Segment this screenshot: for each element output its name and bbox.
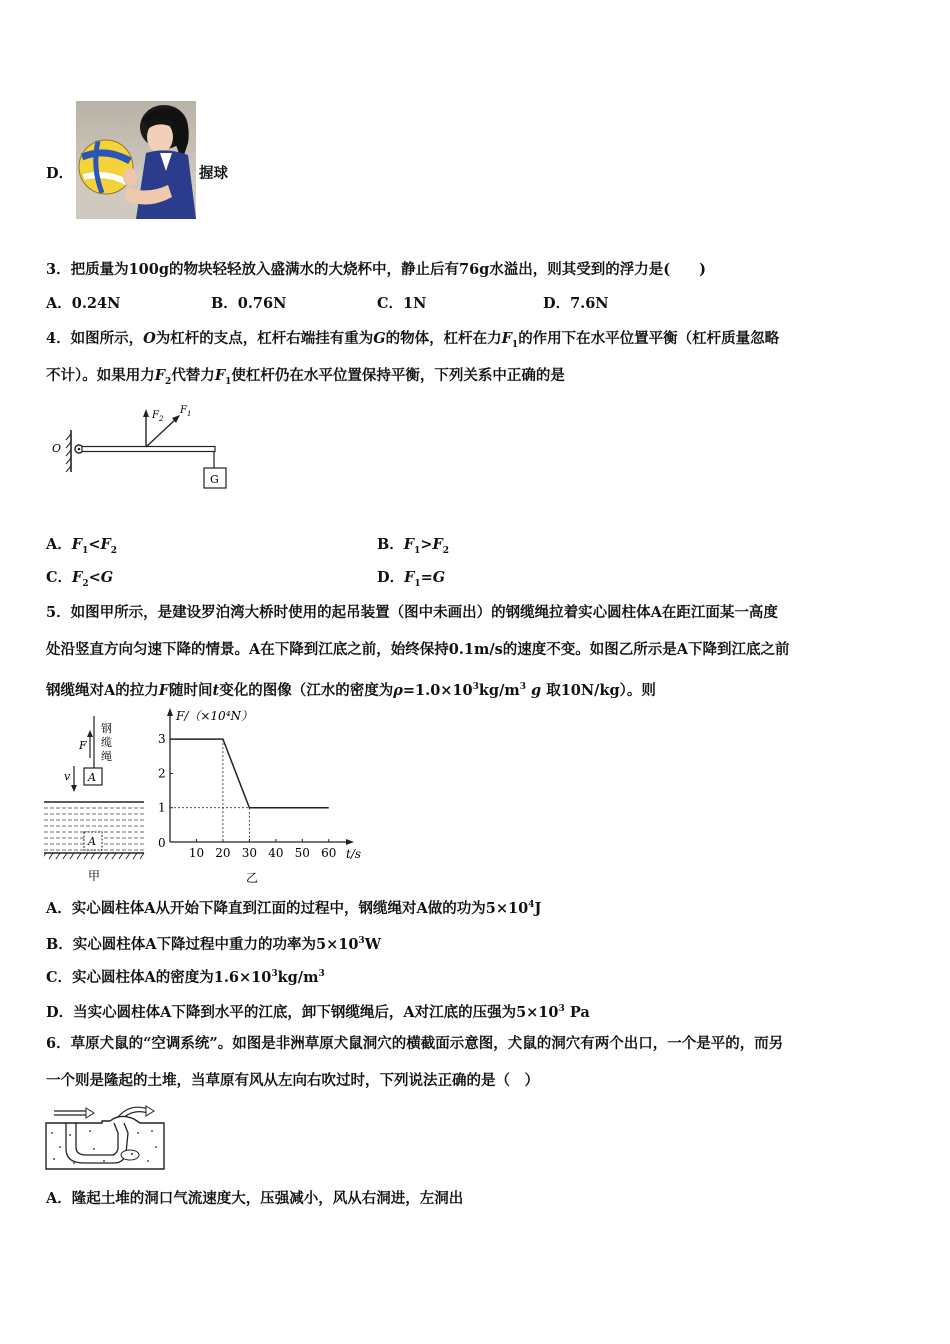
force-f-label: F [79,739,87,752]
crane-diagram-jia [44,712,154,884]
prairie-dog-burrow-diagram [44,1103,166,1173]
q3-option-b: B．0.76N [211,295,287,312]
y-axis-label: F/（×10⁴N） [176,709,254,723]
q4-option-b: B．$F_1>F_2$ [377,536,450,556]
q5-stem-line1: 5．如图甲所示，是建设罗泊湾大桥时使用的起吊装置（图中未画出）的钢缆绳拉着实心圆柱体A在距江面某一高度 [46,604,778,621]
x-axis-label: t/s [346,847,362,861]
x-tick-label: 60 [321,846,337,860]
q3-option-a: A．0.24N [46,295,121,312]
lever-diagram [46,400,236,496]
block-a-label: A [88,771,96,784]
q3-option-d: D．7.6N [543,295,609,312]
q2-option-d-caption: 握球 [199,165,228,182]
q3-option-c: C．1N [377,295,427,312]
q5-option-d: D．当实心圆柱体A下降到水平的江底，卸下钢缆绳后，A对江底的压强为$5\times 10^3$ Pa [46,1003,590,1021]
x-tick-label: 40 [268,846,284,860]
q6-stem-line1: 6．草原犬鼠的“空调系统”。如图是非洲草原犬鼠洞穴的横截面示意图，犬鼠的洞穴有两个出口，一个是平的，而另 [46,1035,784,1052]
q6-option-a: A．隆起土堆的洞口气流速度大，压强减小，风从右洞进，左洞出 [46,1190,464,1207]
q6-stem-line2: 一个则是隆起的土堆，当草原有风从左向右吹过时，下列说法正确的是（ ） [46,1072,539,1089]
rope-label-2: 缆 [101,736,112,749]
f2-label: $F_2$ [152,410,164,423]
force-time-chart [152,702,367,886]
x-tick-label: 20 [215,846,231,860]
q2-option-d-label: D． [46,165,74,182]
q4-stem-line2: 不计）。如果用力$F_2$代替力$F_1$使杠杆仍在水平位置保持平衡，下列关系中正确的是 [46,367,565,387]
x-tick-label: 30 [241,846,258,860]
volleyball-photo [76,101,196,219]
force-series-line [170,739,329,808]
x-tick-label: 10 [188,846,205,860]
q5-stem-line2: 处沿竖直方向匀速下降的情景。A在下降到江底之前，始终保持0.1m/s的速度不变。如图乙所示是A下降到江底之前 [46,641,790,658]
q5-option-a: A．实心圆柱体A从开始下降直到江面的过程中，钢缆绳对A做的功为$5\times 10^4J$ [46,899,542,917]
velocity-v-label: v [64,770,71,783]
weight-g-label: G [210,473,219,486]
y-tick-label: 1 [158,800,166,815]
q4-option-c: C．$F_2<G$ [46,569,114,589]
x-axis-arrow [346,839,354,845]
chart-caption-yi: 乙 [246,871,259,885]
rope-label-1: 钢 [101,722,112,735]
figure-jia-caption: 甲 [88,869,101,883]
q3-stem: 3．把质量为100g的物块轻轻放入盛满水的大烧杯中，静止后有76g水溢出，则其受到的浮力是( ) [46,261,707,278]
q5-stem-line3: 钢缆绳对A的拉力F随时间t变化的图像（江水的密度为$\rho=1.0\times 10^3kg/m^3$ g 取10N/kg）。则 [46,681,656,699]
origin-label: 0 [158,836,166,850]
x-tick-label: 50 [294,846,310,860]
q4-option-a: A．$F_1<F_2$ [46,536,118,556]
q4-stem-line1: 4．如图所示，O为杠杆的支点，杠杆右端挂有重为G的物体，杠杆在力$F_1$的作用下在水平位置平衡（杠杆质量忽略 [46,330,780,350]
f1-label: $F_1$ [180,405,192,418]
fulcrum-o-label: O [52,442,62,455]
y-tick-label: 2 [158,766,166,781]
q5-option-c: C．实心圆柱体A的密度为$1.6\times 10^3kg/m^3$ [46,968,325,986]
y-tick-label: 3 [158,732,166,747]
block-a-submerged-label: A [88,835,96,848]
q5-option-b: B．实心圆柱体A下降过程中重力的功率为$5\times 10^3W$ [46,935,381,953]
rope-label-3: 绳 [101,750,112,763]
q4-option-d: D．$F_1=G$ [377,569,446,589]
y-axis-arrow [167,708,173,716]
